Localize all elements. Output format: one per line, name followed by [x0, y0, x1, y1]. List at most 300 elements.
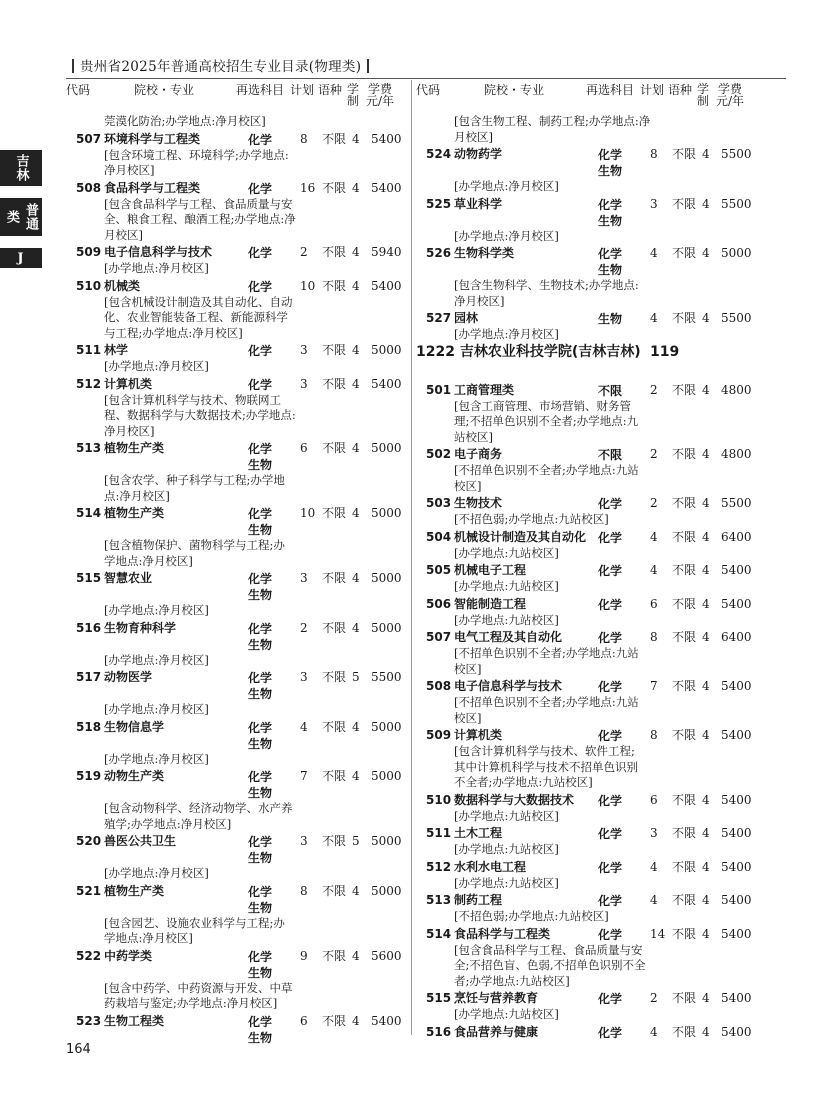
major-code: 505	[426, 563, 452, 577]
major-note: [办学地点:九站校区]	[454, 842, 559, 856]
major-note: [包含动物科学、经济动物学、水产养殖学;办学地点:净月校区]	[104, 801, 293, 831]
major-language: 不限	[322, 883, 347, 898]
major-plan: 3	[300, 670, 308, 684]
major-language: 不限	[672, 447, 697, 461]
major-years: 4	[702, 728, 710, 742]
major-entry-row	[416, 630, 766, 646]
major-subjects: 化学 生物	[248, 671, 273, 701]
major-fee: 5400	[721, 1024, 752, 1039]
major-years: 4	[352, 719, 360, 734]
major-plan: 4	[650, 563, 658, 577]
col-lang-header: 语种	[318, 83, 343, 97]
major-entry	[66, 621, 416, 669]
major-plan: 2	[300, 245, 308, 259]
major-subjects: 化学	[598, 564, 623, 578]
major-entry	[66, 949, 416, 1012]
major-language: 不限	[672, 630, 697, 644]
major-entry	[416, 197, 766, 245]
major-entry	[66, 343, 416, 375]
major-note: [办学地点:净月校区]	[104, 359, 209, 373]
major-language: 不限	[672, 196, 697, 211]
major-entry-row	[416, 860, 766, 876]
major-note: [办学地点:九站校区]	[454, 579, 559, 593]
major-code: 516	[426, 1024, 452, 1039]
page-header	[66, 57, 786, 79]
major-name: 智能制造工程	[454, 596, 527, 611]
major-code: 502	[426, 447, 452, 461]
major-entry	[416, 563, 766, 595]
major-subjects: 化学	[248, 246, 273, 260]
major-entry-row	[416, 563, 766, 579]
major-fee: 5400	[721, 991, 752, 1005]
major-name: 草业科学	[454, 196, 503, 211]
major-entry	[416, 246, 766, 309]
major-fee: 5600	[371, 948, 402, 963]
major-note: [办学地点:净月校区]	[454, 228, 559, 243]
major-language: 不限	[672, 147, 697, 161]
major-years: 4	[352, 131, 360, 146]
major-fee: 5500	[721, 311, 752, 325]
col-plan-header: 计划	[640, 83, 665, 97]
major-language: 不限	[672, 826, 697, 840]
major-years: 4	[702, 596, 710, 611]
major-subjects: 化学	[598, 894, 623, 908]
major-code: 508	[426, 679, 452, 693]
major-code: 514	[76, 506, 102, 520]
major-note: [办学地点:净月校区]	[104, 603, 209, 617]
major-years: 4	[352, 571, 360, 585]
major-entry-row	[66, 377, 416, 393]
major-code: 519	[76, 769, 102, 783]
major-years: 4	[352, 769, 360, 783]
side-tab-province: 吉林	[0, 150, 42, 186]
major-years: 4	[702, 630, 710, 644]
major-language: 不限	[672, 496, 697, 510]
major-note: [办学地点:九站校区]	[454, 808, 559, 823]
major-language: 不限	[322, 278, 347, 293]
header-bar-left	[72, 59, 74, 73]
major-entry	[416, 1025, 766, 1041]
major-note: [包含生物科学、生物技术;办学地点:净月校区]	[454, 278, 639, 308]
major-code: 512	[426, 859, 452, 874]
column-header	[66, 80, 416, 114]
major-entry	[66, 670, 416, 718]
major-years: 4	[352, 376, 360, 391]
major-name: 园林	[454, 311, 479, 325]
major-name: 土木工程	[454, 826, 503, 840]
major-years: 4	[352, 245, 360, 259]
col-subjects-header: 再选科目	[236, 83, 285, 97]
major-plan: 6	[650, 792, 658, 807]
major-language: 不限	[322, 180, 347, 195]
major-code: 515	[426, 991, 452, 1005]
major-entry-row	[66, 279, 416, 295]
major-entry-row	[416, 383, 766, 399]
major-entry	[66, 884, 416, 947]
major-subjects: 生物	[598, 312, 623, 326]
major-code: 509	[426, 728, 452, 742]
major-fee: 5000	[371, 571, 402, 585]
major-name: 植物生产类	[104, 441, 165, 455]
major-entry-row	[66, 670, 416, 702]
major-note: [包含植物保护、菌物科学与工程;办学地点:净月校区]	[104, 538, 285, 568]
major-language: 不限	[672, 926, 697, 941]
major-subjects: 化学 生物	[248, 1014, 273, 1045]
major-entry-row	[66, 720, 416, 752]
major-name: 工商管理类	[454, 382, 515, 397]
major-name: 生物工程类	[104, 1013, 165, 1028]
column-header	[416, 80, 766, 114]
major-fee: 5000	[371, 769, 402, 783]
major-years: 5	[352, 670, 360, 684]
col-fee-b: 元/年	[366, 94, 395, 108]
right-entries-a	[416, 147, 766, 343]
major-note: [办学地点:九站校区]	[454, 875, 559, 890]
major-note: [办学地点:净月校区]	[454, 179, 559, 193]
major-years: 4	[702, 679, 710, 693]
major-note: [办学地点:净月校区]	[104, 702, 209, 716]
col-fee-header	[366, 83, 394, 107]
major-subjects: 化学	[598, 827, 623, 841]
major-entry	[66, 506, 416, 569]
major-years: 4	[702, 893, 710, 907]
right-entries-b	[416, 383, 766, 1041]
col-plan-header: 计划	[290, 83, 315, 97]
major-entry	[66, 571, 416, 619]
major-subjects: 化学	[248, 344, 273, 358]
major-code: 525	[426, 196, 452, 211]
major-name: 生物科学类	[454, 246, 515, 260]
major-subjects: 化学	[598, 729, 623, 743]
col-major-header: 院校・专业	[134, 83, 195, 97]
major-plan: 2	[650, 447, 658, 461]
major-fee: 5400	[721, 926, 752, 941]
major-entry	[416, 630, 766, 677]
major-name: 机械类	[104, 278, 141, 293]
major-entry	[416, 447, 766, 494]
major-entry-row	[416, 728, 766, 744]
major-note: [包含机械设计制造及其自动化、自动化、农业智能装备工程、新能源科学与工程;办学地点:净月校区]	[104, 294, 293, 340]
major-entry	[66, 441, 416, 504]
school-plan: 119	[650, 343, 680, 360]
major-fee: 5500	[721, 496, 752, 510]
major-code: 516	[76, 620, 102, 635]
major-name: 中药学类	[104, 948, 153, 963]
major-note: [办学地点:净月校区]	[104, 751, 209, 766]
major-note: [办学地点:九站校区]	[454, 1007, 559, 1021]
major-subjects: 化学 生物	[248, 770, 273, 800]
major-fee: 5000	[371, 834, 402, 848]
major-entry-row	[416, 311, 766, 327]
major-subjects: 化学	[598, 597, 623, 612]
major-subjects: 化学 生物	[248, 621, 273, 652]
major-name: 计算机类	[454, 728, 503, 742]
major-plan: 3	[650, 826, 658, 840]
major-plan: 3	[300, 343, 308, 357]
major-code: 503	[426, 496, 452, 510]
major-subjects: 化学	[598, 497, 623, 511]
major-code: 509	[76, 245, 102, 259]
major-note: [包含园艺、设施农业科学与工程;办学地点:净月校区]	[104, 915, 285, 945]
major-code: 513	[426, 893, 452, 907]
major-entry-row	[66, 769, 416, 801]
major-code: 524	[426, 147, 452, 161]
major-language: 不限	[322, 769, 347, 783]
major-name: 烹饪与营养教育	[454, 991, 539, 1005]
major-entry-row	[66, 884, 416, 916]
major-language: 不限	[322, 948, 347, 963]
major-note: [包含工商管理、市场营销、财务管理;不招单色识别不全者;办学地点:九站校区]	[454, 398, 639, 444]
major-years: 4	[352, 278, 360, 293]
major-note: [包含计算机科学与技术、软件工程;其中计算机科学与技术不招单色识别不全者;办学地点:九站校区]	[454, 744, 638, 789]
major-note: [包含食品科学与工程、食品质量与安全;不招色盲、色弱,不招单色识别不全者;办学地点:九站校区]	[454, 942, 646, 988]
major-plan: 3	[300, 571, 308, 585]
school-name: 1222 吉林农业科技学院(吉林吉林)	[416, 343, 641, 360]
major-note: [不招单色识别不全者;办学地点:九站校区]	[454, 463, 639, 493]
major-code: 507	[426, 630, 452, 644]
major-years: 4	[352, 343, 360, 357]
major-fee: 5000	[371, 506, 402, 520]
major-entry-row	[416, 793, 766, 809]
major-fee: 5400	[721, 596, 752, 611]
major-name: 电气工程及其自动化	[454, 630, 563, 644]
major-code: 507	[76, 131, 102, 146]
major-language: 不限	[322, 441, 347, 455]
major-name: 动物药学	[454, 147, 503, 161]
major-fee: 5400	[721, 859, 752, 874]
col-years-header	[697, 83, 709, 107]
major-plan: 8	[300, 883, 308, 898]
major-subjects: 不限	[598, 383, 623, 398]
major-plan: 7	[300, 769, 308, 783]
major-entry	[416, 679, 766, 726]
major-plan: 4	[300, 719, 308, 734]
major-entry-row	[66, 621, 416, 653]
col-major-header: 院校・专业	[484, 83, 545, 97]
major-fee: 5400	[371, 1013, 402, 1028]
major-subjects: 化学	[598, 1025, 623, 1040]
major-entry	[66, 279, 416, 342]
major-code: 510	[426, 792, 452, 807]
major-name: 食品营养与健康	[454, 1024, 539, 1039]
major-subjects: 化学 生物	[598, 148, 623, 178]
col-fee-a: 学费	[368, 82, 393, 96]
major-entry	[416, 496, 766, 528]
major-years: 5	[352, 834, 360, 848]
major-years: 4	[352, 948, 360, 963]
major-subjects: 化学 生物	[598, 197, 623, 228]
major-entry-row	[416, 147, 766, 179]
major-years: 4	[702, 1024, 710, 1039]
major-name: 电子信息科学与技术	[104, 245, 213, 259]
major-entry	[416, 383, 766, 446]
major-years: 4	[702, 496, 710, 510]
major-code: 515	[76, 571, 102, 585]
school-heading	[416, 343, 766, 381]
major-fee: 5400	[721, 679, 752, 693]
major-years: 4	[702, 563, 710, 577]
major-note: [办学地点:九站校区]	[454, 545, 559, 560]
major-note: [办学地点:九站校区]	[454, 612, 559, 627]
major-entry-row	[416, 826, 766, 842]
side-tab-category: 普通类	[0, 198, 42, 236]
major-years: 4	[702, 196, 710, 211]
major-subjects: 化学 生物	[598, 247, 623, 277]
major-fee: 6400	[721, 630, 752, 644]
major-entry-row	[416, 927, 766, 943]
major-subjects: 化学	[598, 992, 623, 1006]
col-years-a: 学	[697, 82, 710, 96]
major-entry-row	[416, 447, 766, 463]
major-years: 4	[702, 991, 710, 1005]
major-code: 527	[426, 311, 452, 325]
major-entry	[66, 834, 416, 882]
major-fee: 5000	[371, 441, 402, 455]
major-subjects: 化学 生物	[248, 720, 273, 751]
major-entry-row	[66, 1014, 416, 1046]
major-code: 504	[426, 529, 452, 544]
major-entry	[416, 991, 766, 1023]
major-fee: 4800	[721, 382, 752, 397]
major-entry-row	[416, 679, 766, 695]
col-lang-header: 语种	[668, 83, 693, 97]
major-code: 511	[426, 826, 452, 840]
major-language: 不限	[672, 859, 697, 874]
side-tab-letter: J	[0, 248, 42, 268]
major-plan: 4	[650, 311, 658, 325]
major-code: 512	[76, 376, 102, 391]
major-years: 4	[702, 147, 710, 161]
major-name: 林学	[104, 343, 129, 357]
major-code: 506	[426, 596, 452, 611]
major-language: 不限	[322, 343, 347, 357]
major-name: 机械设计制造及其自动化	[454, 529, 587, 544]
major-name: 食品科学与工程类	[104, 180, 201, 195]
major-entry-row	[416, 893, 766, 909]
major-years: 4	[352, 506, 360, 520]
major-language: 不限	[322, 670, 347, 684]
major-plan: 10	[300, 506, 316, 520]
major-plan: 3	[300, 834, 308, 848]
major-entry	[416, 530, 766, 562]
major-entry-row	[416, 246, 766, 278]
major-years: 4	[702, 246, 710, 260]
major-language: 不限	[672, 792, 697, 807]
major-note: [不招色弱;办学地点:九站校区]	[454, 909, 609, 923]
major-years: 4	[352, 180, 360, 195]
major-plan: 6	[300, 1013, 308, 1028]
major-name: 动物生产类	[104, 769, 165, 783]
major-note: [包含农学、种子科学与工程;办学地点:净月校区]	[104, 473, 285, 503]
major-language: 不限	[322, 245, 347, 259]
major-years: 4	[702, 529, 710, 544]
major-language: 不限	[672, 893, 697, 907]
left-column	[66, 80, 416, 1046]
major-note: [不招单色识别不全者;办学地点:九站校区]	[454, 646, 639, 676]
major-note: [包含计算机科学与技术、物联网工程、数据科学与大数据技术;办学地点:净月校区]	[104, 392, 296, 438]
major-fee: 5000	[721, 246, 752, 260]
major-code: 514	[426, 926, 452, 941]
major-subjects: 化学 生物	[248, 949, 273, 980]
major-subjects: 化学	[248, 279, 273, 294]
major-name: 机械电子工程	[454, 563, 527, 577]
major-entry-row	[66, 441, 416, 473]
major-language: 不限	[672, 1024, 697, 1039]
major-plan: 14	[650, 926, 666, 941]
col-years-b: 制	[697, 94, 710, 108]
major-note: [办学地点:净月校区]	[454, 327, 559, 341]
major-entry-row	[66, 181, 416, 197]
major-subjects: 不限	[598, 448, 623, 462]
major-language: 不限	[672, 563, 697, 577]
col-years-header	[347, 83, 359, 107]
major-name: 生物信息学	[104, 719, 165, 734]
major-fee: 5000	[371, 343, 402, 357]
major-name: 智慧农业	[104, 571, 153, 585]
major-years: 4	[702, 382, 710, 397]
major-note: [包含环境工程、环境科学;办学地点:净月校区]	[104, 147, 289, 177]
major-subjects: 化学 生物	[248, 835, 273, 865]
major-entry-row	[66, 132, 416, 148]
major-subjects: 化学	[598, 927, 623, 942]
major-code: 521	[76, 883, 102, 898]
major-subjects: 化学	[598, 680, 623, 694]
major-name: 电子商务	[454, 447, 503, 461]
major-code: 517	[76, 670, 102, 684]
major-plan: 4	[650, 893, 658, 907]
major-code: 518	[76, 719, 102, 734]
major-code: 508	[76, 180, 102, 195]
major-years: 4	[702, 826, 710, 840]
major-name: 环境科学与工程类	[104, 131, 201, 146]
major-fee: 5400	[371, 131, 402, 146]
major-language: 不限	[672, 311, 697, 325]
major-entry	[416, 793, 766, 825]
major-name: 计算机类	[104, 376, 153, 391]
major-entry-row	[66, 506, 416, 538]
major-subjects: 化学	[598, 860, 623, 875]
major-language: 不限	[322, 1013, 347, 1028]
major-fee: 5400	[371, 376, 402, 391]
major-language: 不限	[322, 834, 347, 848]
major-language: 不限	[672, 728, 697, 742]
major-plan: 9	[300, 948, 308, 963]
major-language: 不限	[672, 596, 697, 611]
col-years-a: 学	[347, 82, 360, 96]
right-column	[416, 80, 766, 1041]
major-name: 植物生产类	[104, 506, 165, 520]
major-fee: 5400	[371, 278, 402, 293]
major-subjects: 化学	[598, 631, 623, 645]
major-entry-row	[416, 1025, 766, 1041]
header-bar-right	[367, 59, 369, 73]
major-name: 生物技术	[454, 496, 503, 510]
major-note: [包含食品科学与工程、食品质量与安全、粮食工程、酿酒工程;办学地点:净月校区]	[104, 196, 296, 242]
col-fee-b: 元/年	[716, 94, 745, 108]
major-fee: 5400	[721, 728, 752, 742]
major-name: 制药工程	[454, 893, 503, 907]
major-entry	[416, 826, 766, 858]
major-code: 501	[426, 382, 452, 397]
major-years: 4	[352, 883, 360, 898]
major-fee: 5400	[721, 563, 752, 577]
major-entry-row	[66, 343, 416, 359]
major-subjects: 化学 生物	[248, 507, 273, 537]
major-entry	[66, 720, 416, 768]
major-name: 水利水电工程	[454, 859, 527, 874]
major-entry	[416, 311, 766, 343]
major-entry-row	[416, 496, 766, 512]
